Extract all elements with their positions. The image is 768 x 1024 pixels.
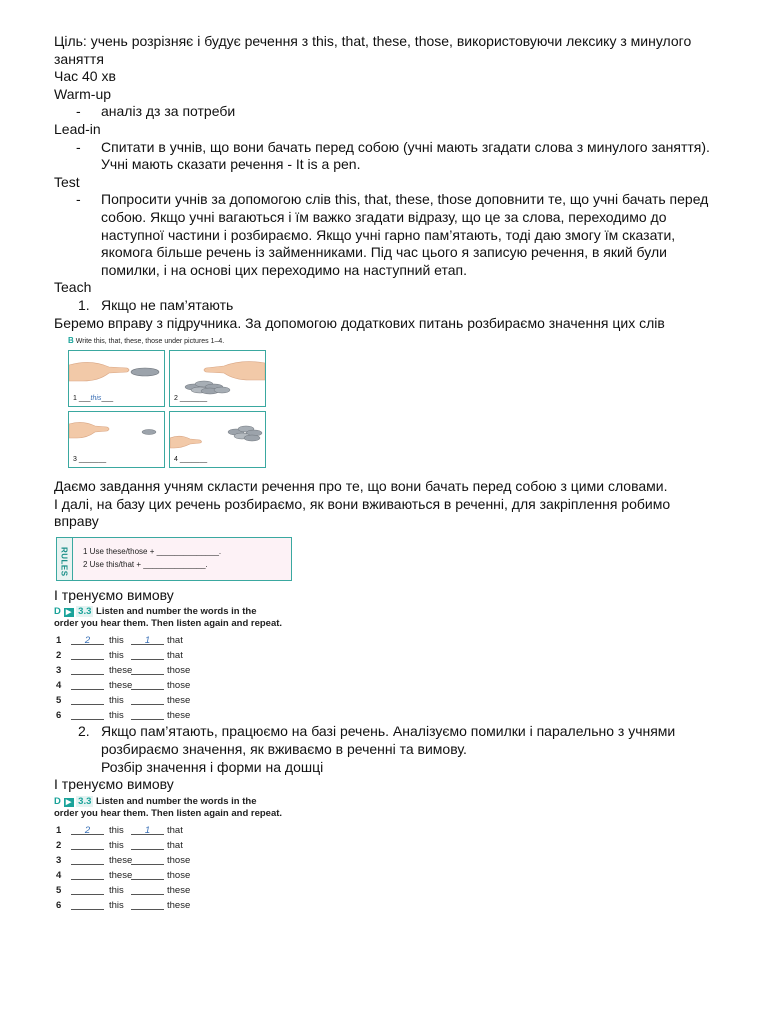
- answer-blank: [131, 853, 164, 865]
- exercise-letter: B: [68, 336, 74, 346]
- answer-blank: [131, 678, 164, 690]
- answer-blank: [71, 648, 104, 660]
- picture-cell-1: [68, 350, 165, 407]
- teach-step-2: [54, 723, 714, 758]
- word: this: [109, 710, 124, 722]
- exercise-row: [54, 708, 314, 723]
- row-number: 4: [56, 869, 62, 881]
- exercise-instruction-line-1: Listen and number the words in the: [96, 606, 257, 618]
- answer-blank: [71, 693, 104, 705]
- word: this: [109, 635, 124, 647]
- word: this: [109, 899, 124, 911]
- picture-number: 2: [174, 395, 178, 403]
- play-icon: ▶: [64, 608, 74, 617]
- answer-blank: [71, 883, 104, 895]
- answer-blank: [131, 693, 164, 705]
- teach-heading: Teach: [54, 279, 92, 296]
- step-number: 2.: [78, 723, 90, 740]
- exercise-instruction-line-2: order you hear them. Then listen again and repeat.: [54, 807, 283, 819]
- listen-exercise-2: [54, 796, 314, 913]
- answer-blank: [131, 868, 164, 880]
- exercise-instruction-line-1: Listen and number the words in the: [96, 795, 257, 807]
- picture-caption: 1 ___this___: [73, 395, 114, 403]
- word: that: [167, 839, 183, 851]
- row-number: 4: [56, 680, 62, 692]
- exercise-instruction-line-2: order you hear them. Then listen again and repeat.: [54, 618, 283, 630]
- exercise-row: [54, 883, 314, 898]
- step-2-text: Якщо пам’ятають, працюємо на базі речень. Аналізуємо помилки і паралельно з учнями розбираємо значення, як вживаємо в реченні та вимову.: [101, 723, 676, 758]
- picture-number: 3: [73, 456, 77, 464]
- picture-caption: 3 _______: [73, 456, 107, 464]
- answer-blank: 2: [71, 823, 104, 835]
- row-number: 5: [56, 695, 62, 707]
- word: these: [109, 665, 133, 677]
- track-number: 3.3: [78, 606, 92, 618]
- word: that: [167, 650, 183, 662]
- answer-blank: [71, 838, 104, 850]
- row-number: 3: [56, 854, 62, 866]
- word: this: [109, 650, 124, 662]
- word: these: [167, 884, 191, 896]
- exercise-row: [54, 868, 314, 883]
- picture-cell-2: [169, 350, 266, 407]
- pictures-exercise-header: [68, 336, 273, 346]
- word: this: [109, 884, 124, 896]
- rules-tab-label: RULES: [59, 546, 69, 577]
- picture-cell-3: [68, 411, 165, 468]
- word: these: [167, 710, 191, 722]
- test-item: [54, 191, 714, 279]
- word: these: [109, 680, 133, 692]
- leadin-item-text: Спитати в учнів, що вони бачать перед собою (учні мають згадати слова з минулого заняття). Учні мають сказати речення - It is a pen.: [101, 138, 710, 173]
- warmup-item-text: аналіз дз за потреби: [101, 103, 236, 120]
- word: this: [109, 695, 124, 707]
- warmup-heading: Warm-up: [54, 85, 112, 102]
- dash-marker: -: [76, 191, 81, 208]
- dash-marker: -: [76, 138, 81, 155]
- exercise-row: [54, 823, 314, 838]
- exercise-row: [54, 663, 314, 678]
- listen-exercise-1: [54, 606, 314, 723]
- row-number: 6: [56, 899, 62, 911]
- teach-paragraph-2: Даємо завдання учням скласти речення про те, що вони бачать перед собою з цими словами.: [54, 478, 668, 495]
- picture-answer: this: [90, 395, 102, 403]
- exercise-header: [54, 606, 314, 630]
- lesson-plan: [54, 33, 714, 913]
- pictures-exercise-figure: [68, 336, 273, 472]
- word: that: [167, 824, 183, 836]
- exercise-row: [54, 838, 314, 853]
- answer-blank: [71, 678, 104, 690]
- teach-step-2-sub: Розбір значення і форми на дошці: [101, 758, 324, 775]
- row-number: 2: [56, 839, 62, 851]
- picture-number: 4: [174, 456, 178, 464]
- answer-blank: [71, 853, 104, 865]
- test-heading: Test: [54, 173, 80, 190]
- answer-blank: 2: [71, 633, 104, 645]
- answer-blank: 1: [131, 633, 164, 645]
- leadin-heading: Lead-in: [54, 120, 101, 137]
- exercise-letter: D: [54, 795, 61, 807]
- row-number: 1: [56, 635, 62, 647]
- exercise-row: [54, 898, 314, 913]
- row-number: 2: [56, 650, 62, 662]
- word: this: [109, 839, 124, 851]
- answer-blank: [131, 883, 164, 895]
- rules-line-2: 2 Use this/that + ______________.: [83, 559, 208, 569]
- answer-blank: [71, 868, 104, 880]
- teach-step-1: [54, 297, 714, 315]
- word: those: [167, 665, 191, 677]
- picture-cell-4: [169, 411, 266, 468]
- word: that: [167, 635, 183, 647]
- picture-caption: 4 _______: [174, 456, 208, 464]
- word: these: [167, 695, 191, 707]
- exercise-row: [54, 678, 314, 693]
- exercise-row: [54, 633, 314, 648]
- exercise-row: [54, 853, 314, 868]
- leadin-item: [54, 139, 714, 174]
- answer-blank: [71, 708, 104, 720]
- row-number: 1: [56, 824, 62, 836]
- answer-blank: 1: [131, 823, 164, 835]
- exercise-header: [54, 796, 314, 820]
- pictures-instruction: Write this, that, these, those under pictures 1–4.: [75, 338, 225, 346]
- answer-blank: [131, 663, 164, 675]
- word: those: [167, 680, 191, 692]
- picture-number: 1: [73, 395, 77, 403]
- word: those: [167, 869, 191, 881]
- warmup-item: [54, 103, 714, 121]
- step-number: 1.: [78, 296, 90, 313]
- picture-caption: 2 _______: [174, 395, 208, 403]
- teach-paragraph-3: І далі, на базу цих речень розбираємо, як вони вживаються в реченні, для закріплення робимо вправу: [54, 495, 671, 530]
- teach-paragraph-5: І тренуємо вимову: [54, 776, 174, 793]
- word: these: [109, 869, 133, 881]
- word: this: [109, 824, 124, 836]
- answer-blank: [131, 898, 164, 910]
- exercise-row: [54, 648, 314, 663]
- exercise-row: [54, 693, 314, 708]
- test-item-text: Попросити учнів за допомогою слів this, that, these, those доповнити те, що учні бачать перед собою. Якщо учні вагаються і їм важко згадати відразу, що це за слова, переходимо до наступної частини і розбираємо. Якщо учні гарно пам’ятають, тоді даю змогу їм сказати, якомога більше речень із займенниками. Під час цього я записую речення, в який були помилки, і на основі цих переходимо на наступний етап.: [101, 191, 709, 278]
- answer-blank: [131, 838, 164, 850]
- teach-paragraph-4: І тренуємо вимову: [54, 586, 174, 603]
- dash-marker: -: [76, 103, 81, 120]
- time-text: Час 40 хв: [54, 68, 116, 85]
- play-icon: ▶: [64, 798, 74, 807]
- exercise-letter: D: [54, 606, 61, 618]
- row-number: 6: [56, 710, 62, 722]
- answer-blank: [71, 663, 104, 675]
- rules-line-1: 1 Use these/those + ______________.: [83, 546, 222, 556]
- rules-box: [56, 537, 292, 581]
- answer-blank: [131, 708, 164, 720]
- row-number: 5: [56, 884, 62, 896]
- word: these: [167, 899, 191, 911]
- row-number: 3: [56, 665, 62, 677]
- goal-text: Ціль: учень розрізняє і будує речення з this, that, these, those, використовуючи лексику з минулого заняття: [54, 33, 692, 67]
- track-number: 3.3: [78, 795, 92, 807]
- rules-tab: [57, 538, 73, 580]
- step-1-text: Якщо не пам’ятають: [101, 296, 234, 313]
- teach-paragraph-1: Беремо вправу з підручника. За допомогою додаткових питань розбираємо значення цих слів: [54, 314, 665, 331]
- word: these: [109, 854, 133, 866]
- answer-blank: [131, 648, 164, 660]
- word: those: [167, 854, 191, 866]
- answer-blank: [71, 898, 104, 910]
